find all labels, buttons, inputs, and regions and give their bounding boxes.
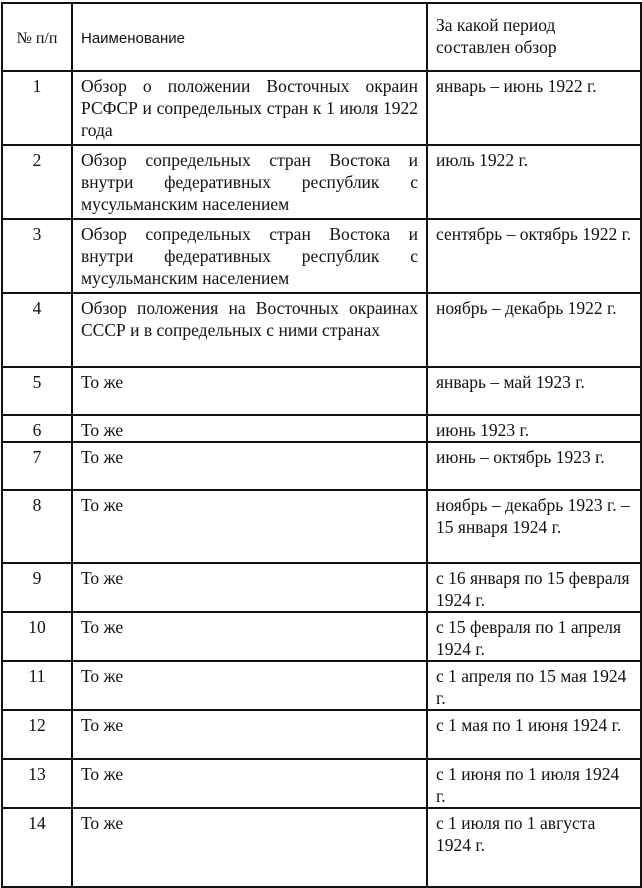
header-row [2, 3, 641, 71]
reviews-table [1, 2, 642, 888]
row-name: То же [72, 415, 427, 442]
row-period: с 1 июля по 1 августа 1924 г. [427, 808, 641, 887]
row-name: Обзор сопредельных стран Востока и внутри федеративных республик с мусульманским населением [72, 219, 427, 293]
row-name: То же [72, 367, 427, 415]
row-period: с 15 февраля по 1 апреля 1924 г. [427, 612, 641, 661]
row-name: То же [72, 808, 427, 887]
table-row [2, 710, 641, 759]
table-row [2, 442, 641, 490]
header-period: За какой период составлен обзор [427, 3, 641, 71]
row-num: 11 [2, 661, 72, 710]
table-row [2, 808, 641, 887]
row-name: То же [72, 710, 427, 759]
row-name: Обзор о положении Восточных окраин РСФСР и сопредельных стран к 1 июля 1922 года [72, 71, 427, 145]
row-name: То же [72, 759, 427, 808]
row-period: январь – май 1923 г. [427, 367, 641, 415]
row-period: с 1 мая по 1 июня 1924 г. [427, 710, 641, 759]
table-row [2, 661, 641, 710]
row-num: 12 [2, 710, 72, 759]
row-num: 14 [2, 808, 72, 887]
table-row [2, 367, 641, 415]
table-row [2, 490, 641, 563]
table-row [2, 563, 641, 612]
row-num: 4 [2, 293, 72, 367]
row-num: 9 [2, 563, 72, 612]
row-num: 5 [2, 367, 72, 415]
table-row [2, 612, 641, 661]
row-name: То же [72, 490, 427, 563]
row-name: То же [72, 442, 427, 490]
table-row [2, 145, 641, 219]
row-num: 10 [2, 612, 72, 661]
row-num: 2 [2, 145, 72, 219]
row-num: 13 [2, 759, 72, 808]
row-num: 3 [2, 219, 72, 293]
table-row [2, 293, 641, 367]
row-period: июль 1922 г. [427, 145, 641, 219]
row-period: сентябрь – октябрь 1922 г. [427, 219, 641, 293]
row-period: июнь – октябрь 1923 г. [427, 442, 641, 490]
row-period: ноябрь – декабрь 1922 г. [427, 293, 641, 367]
row-num: 1 [2, 71, 72, 145]
row-name: То же [72, 563, 427, 612]
row-name: Обзор сопредельных стран Востока и внутри федеративных республик с мусульманским населением [72, 145, 427, 219]
row-name: То же [72, 661, 427, 710]
row-period: январь – июнь 1922 г. [427, 71, 641, 145]
row-period: с 1 апреля по 15 мая 1924 г. [427, 661, 641, 710]
header-num: № п/п [2, 3, 72, 71]
row-num: 6 [2, 415, 72, 442]
row-name: Обзор положения на Восточных окраинах СССР и в сопредельных с ними странах [72, 293, 427, 367]
row-period: ноябрь – декабрь 1923 г. – 15 января 1924 г. [427, 490, 641, 563]
header-name: Наименование [72, 3, 427, 71]
table-row [2, 415, 641, 442]
table-row [2, 219, 641, 293]
table-body [2, 71, 641, 887]
table-row [2, 71, 641, 145]
row-period: с 1 июня по 1 июля 1924 г. [427, 759, 641, 808]
row-name: То же [72, 612, 427, 661]
table-header [2, 3, 641, 71]
row-num: 8 [2, 490, 72, 563]
row-num: 7 [2, 442, 72, 490]
row-period: с 16 января по 15 февраля 1924 г. [427, 563, 641, 612]
table-row [2, 759, 641, 808]
row-period: июнь 1923 г. [427, 415, 641, 442]
